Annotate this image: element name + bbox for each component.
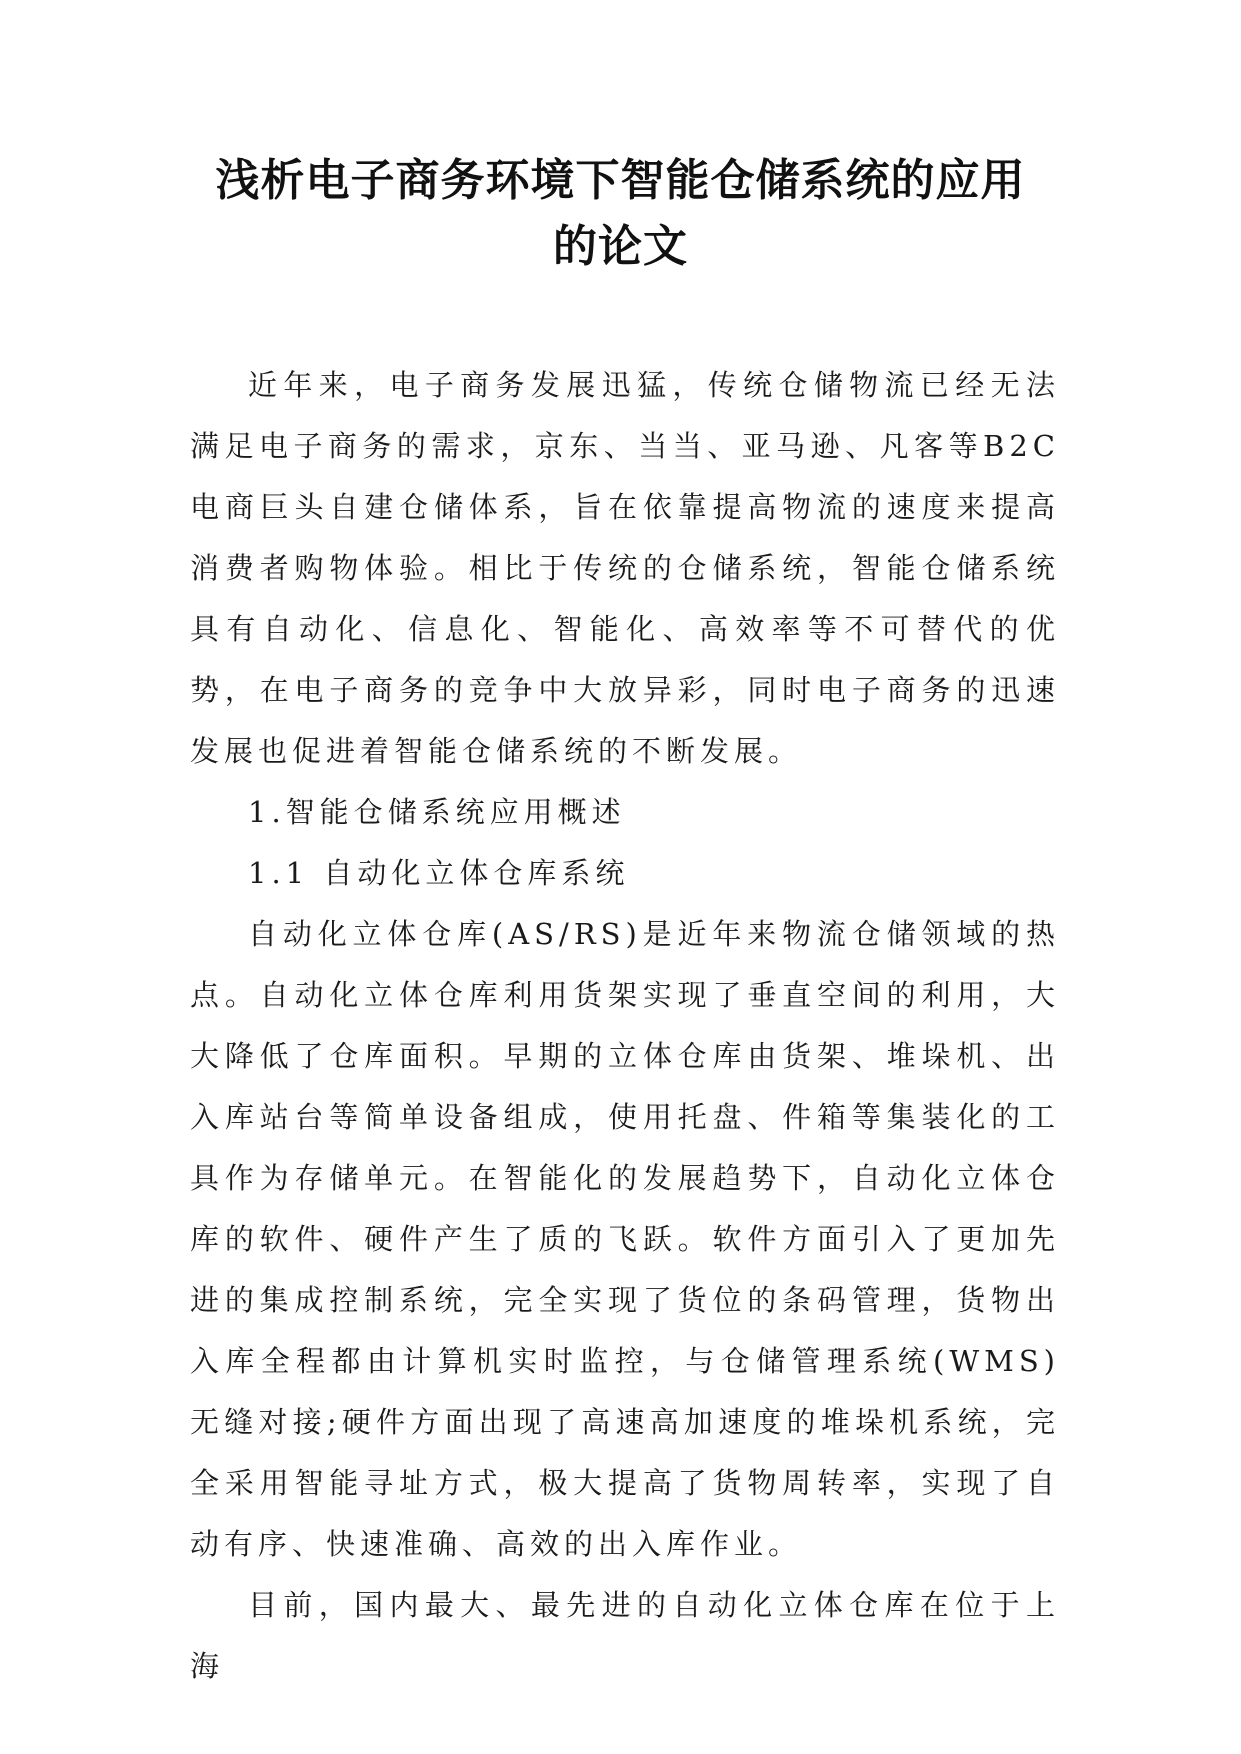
document-title (150, 148, 1091, 280)
body-paragraph: 自动化立体仓库(AS/RS)是近年来物流仓储领域的热点。自动化立体仓库利用货架实现了垂直空间的利用，大大降低了仓库面积。早期的立体仓库由货架、堆垛机、出入库站台等简单设备组成，使用托盘、件箱等集装化的工具作为存储单元。在智能化的发展趋势下，自动化立体仓库的软件、硬件产生了质的飞跃。软件方面引入了更加先进的集成控制系统，完全实现了货位的条码管理，货物出入库全程都由计算机实时监控，与仓储管理系统(WMS)无缝对接;硬件方面出现了高速高加速度的堆垛机系统，完全采用智能寻址方式，极大提高了货物周转率，实现了自动有序、快速准确、高效的出入库作业。 (190, 917, 1060, 1561)
title-line-1: 浅析电子商务环境下智能仓储系统的应用 (215, 155, 1026, 206)
document-body (190, 355, 1060, 1697)
body-paragraph: 近年来，电子商务发展迅猛，传统仓储物流已经无法满足电子商务的需求，京东、当当、亚马逊、凡客等B2C电商巨头自建仓储体系，旨在依靠提高物流的速度来提高消费者购物体验。相比于传统的仓储系统，智能仓储系统具有自动化、信息化、智能化、高效率等不可替代的优势，在电子商务的竞争中大放异彩，同时电子商务的迅速发展也促进着智能仓储系统的不断发展。 (190, 368, 1060, 768)
section-heading: 1.智能仓储系统应用概述 (248, 795, 626, 829)
title-line-2: 的论文 (553, 221, 688, 272)
subsection-heading: 1.1 自动化立体仓库系统 (248, 856, 630, 890)
body-paragraph: 目前，国内最大、最先进的自动化立体仓库在位于上海 (190, 1588, 1060, 1683)
